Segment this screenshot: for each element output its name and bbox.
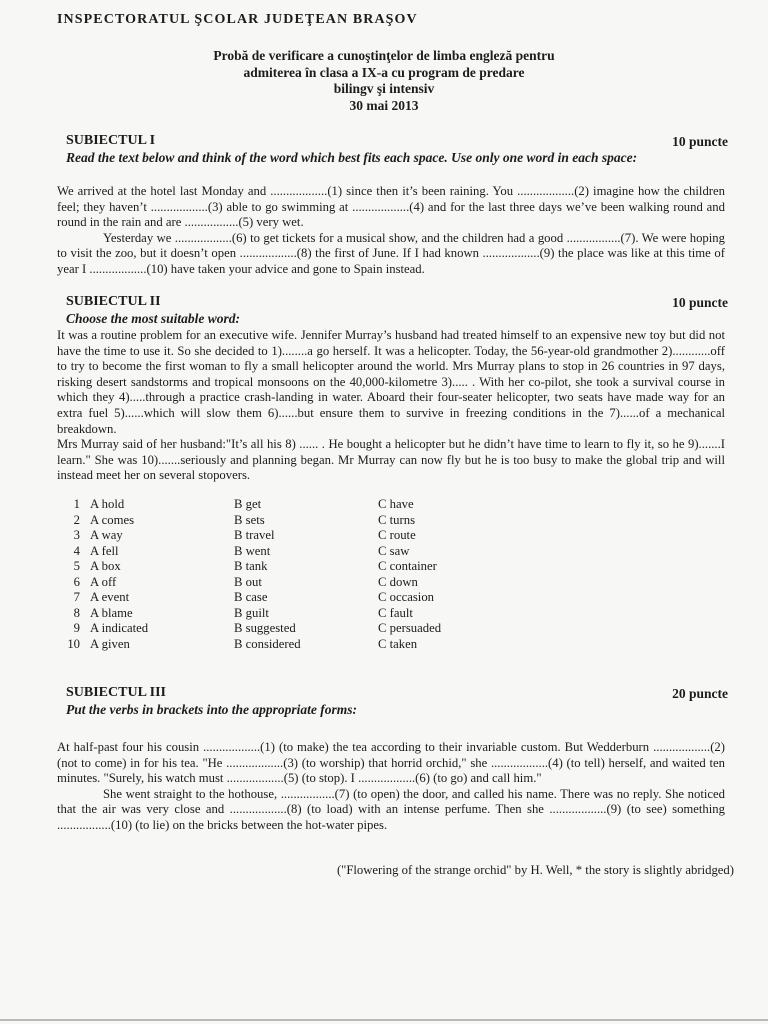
title-line: bilingv şi intensiv [333, 81, 435, 96]
section2-heading: SUBIECTUL II [66, 294, 161, 309]
option-c: C have [378, 497, 414, 511]
section1-instruction: Read the text below and think of the word which best fits each space. Use only one word in each space: [66, 150, 638, 165]
option-b: B travel [234, 528, 275, 542]
item-number: 8 [73, 605, 80, 620]
option-c: C route [378, 528, 416, 542]
option-a: A fell [90, 543, 119, 558]
option-c: C persuaded [378, 621, 442, 635]
title-line: admiterea în clasa a IX-a cu program de predare [243, 64, 525, 80]
section3-points: 20 puncte [672, 686, 728, 701]
option-c: C saw [378, 543, 410, 558]
option-c: C down [378, 574, 418, 589]
section1-paragraph: We arrived at the hotel last Monday and ..................(1) since then it’s been raining. You ..................(2) imagine how the children feel; they haven’t ..................(3) able to go swimming at ..................(4) and for the last three days we’ve been walking round and round in the rain and are .................(5) very wet. [57, 184, 725, 230]
option-c: C occasion [378, 590, 435, 604]
item-number: 1 [73, 497, 80, 511]
exam-date: 30 mai 2013 [349, 97, 419, 113]
option-b: B went [234, 543, 271, 558]
section1-text [57, 184, 725, 278]
section1-paragraph: Yesterday we ..................(6) to get tickets for a musical show, and the children had a good .................(7). We were hoping to visit the zoo, but it doesn’t open ..................(8) the first of June. If I had known ..................(9) the place was like at this time of year I ..................(10) have taken your advice and gone to Spain instead. [57, 230, 725, 276]
option-a: A comes [90, 512, 135, 527]
option-a: A blame [90, 605, 133, 620]
item-number: 7 [73, 590, 80, 604]
section2-instruction: Choose the most suitable word: [66, 311, 241, 326]
option-b: B suggested [234, 621, 296, 635]
option-c: C container [378, 559, 437, 573]
title-line: Probă de verificare a cunoştinţelor de limba engleză pentru [213, 48, 555, 63]
option-a: A way [90, 528, 123, 542]
option-b: B considered [234, 636, 301, 651]
option-b: B case [234, 590, 268, 604]
option-c: C fault [378, 605, 413, 620]
option-a: A hold [90, 497, 125, 511]
section1-points: 10 puncte [672, 134, 728, 149]
item-number: 2 [73, 512, 80, 527]
section3-paragraph: At half-past four his cousin ..................(1) (to make) the tea according to their invariable custom. But Wedderburn ..................(2) (not to come) in for his tea. "He ..................(3) (to worship) that horrid orchid," she ..................(4) (to tell) herself, and waited ten minutes. "Surely, his watch must ..................(5) (to stop). I ..................(6) (to go) and call him." [57, 740, 725, 786]
item-number: 3 [73, 528, 80, 542]
page-bottom-edge [0, 1019, 768, 1021]
option-b: B sets [234, 512, 265, 527]
option-a: A given [90, 636, 130, 651]
option-b: B out [234, 574, 262, 589]
item-number: 4 [73, 543, 80, 558]
option-b: B tank [234, 559, 268, 573]
section2-paragraph: Mrs Murray said of her husband:"It’s all his 8) ...... . He bought a helicopter but he didn’t have time to learn to fly it, so he 9).......I learn." She was 10).......seriously and planning began. Mr Murray can now fly but he is too busy to make the global trip and will instead meet her on several stopovers. [57, 437, 725, 483]
institution-header: INSPECTORATUL ŞCOLAR JUDEŢEAN BRAŞOV [57, 12, 418, 27]
section1-heading: SUBIECTUL I [66, 133, 156, 148]
section2-text [57, 328, 725, 484]
section3-text [57, 740, 725, 834]
section3-paragraph: She went straight to the hothouse, .................(7) (to open) the door, and called his name. There was no reply. She noticed that the air was very close and ..................(8) (to load) with an intense perfume. Then she ..................(9) (to see) something .................(10) (to lie) on the bricks between the hot-water pipes. [57, 786, 725, 832]
item-number: 10 [67, 636, 80, 651]
option-c: C turns [378, 512, 416, 527]
option-a: A box [90, 559, 121, 573]
section3-heading: SUBIECTUL III [66, 685, 166, 700]
section2-paragraph: It was a routine problem for an executive wife. Jennifer Murray’s husband had treated himself to an expensive new toy but did not have the time to use it. So she decided to 1)........a go herself. It was a helicopter. Today, the 56-year-old grandmother 2)............off to try to become the first woman to fly a small helicopter around the world. Mrs Murray plans to stop in 26 countries in 97 days, risking desert sandstorms and tropical monsoons on the 40,000-kilometre 3)..... . With her co-pilot, she took a survival course in which they 4).....through a practice crash-landing in water. Aboard their four-seater helicopter, two seats have made way for an extra fuel 5)......which will slow them 6)......but ensure them to survive in freezing conditions in the 7)......of a mechanical breakdown. [57, 328, 725, 436]
option-a: A indicated [90, 621, 149, 635]
option-c: C taken [378, 636, 418, 651]
option-a: A off [90, 574, 117, 589]
exam-title [0, 48, 768, 114]
item-number: 6 [73, 574, 80, 589]
story-citation: ("Flowering of the strange orchid" by H. Well, * the story is slightly abridged) [336, 863, 734, 877]
option-b: B guilt [234, 605, 269, 620]
item-number: 9 [73, 621, 80, 635]
option-a: A event [90, 590, 130, 604]
section3-instruction: Put the verbs in brackets into the appropriate forms: [66, 702, 358, 717]
section2-points: 10 puncte [672, 295, 728, 310]
option-b: B get [234, 497, 262, 511]
item-number: 5 [73, 559, 80, 573]
